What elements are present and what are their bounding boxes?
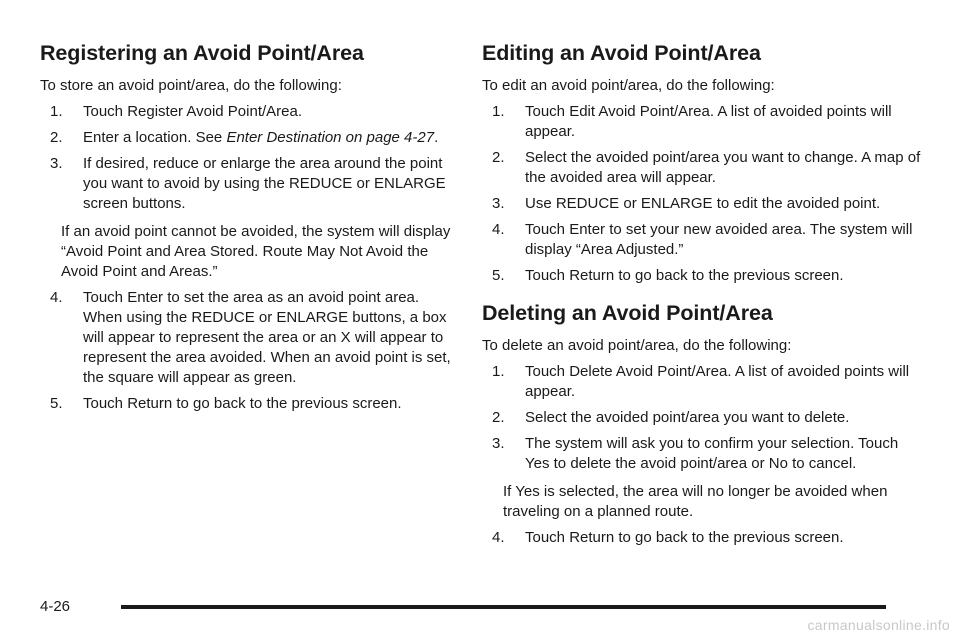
step-text: Touch Delete Avoid Point/Area. A list of avoided points will appear. [525, 363, 910, 400]
delete-intro: To delete an avoid point/area, do the following: [482, 337, 792, 354]
step-text: Select the avoided point/area you want to change. A map of the avoided area will appear. [525, 149, 921, 186]
step-text-end: . [434, 129, 439, 146]
page-number: 4-26 [40, 598, 71, 615]
step-text: Touch Enter to set your new avoided area. The system will display “Area Adjusted.” [525, 221, 913, 258]
right-column [482, 40, 922, 554]
step-number: 2. [50, 129, 63, 146]
list-item [50, 128, 460, 148]
register-section [40, 40, 460, 414]
step-number: 4. [492, 529, 505, 546]
step-number: 5. [492, 267, 505, 284]
step-number: 4. [50, 289, 63, 306]
list-item [492, 408, 922, 428]
step-number: 2. [492, 149, 505, 166]
cross-reference: Enter Destination on page 4-27 [226, 129, 435, 146]
watermark: carmanualsonline.info [807, 617, 950, 633]
delete-steps [482, 362, 922, 548]
step-number: 5. [50, 395, 63, 412]
list-item [50, 154, 460, 282]
list-item [50, 102, 460, 122]
delete-section [482, 300, 922, 548]
step-text: Touch Return to go back to the previous screen. [525, 267, 844, 284]
left-column [40, 40, 460, 420]
step-text: Touch Return to go back to the previous screen. [525, 529, 844, 546]
step-text: If desired, reduce or enlarge the area around the point you want to avoid by using the REDUCE or ENLARGE screen buttons. [83, 155, 446, 212]
list-item [492, 102, 922, 142]
edit-section [482, 40, 922, 286]
register-intro: To store an avoid point/area, do the following: [40, 77, 342, 94]
edit-steps [482, 102, 922, 286]
step-number: 3. [492, 195, 505, 212]
list-item [492, 362, 922, 402]
delete-heading: Deleting an Avoid Point/Area [482, 301, 773, 325]
list-item [492, 220, 922, 260]
list-item [50, 394, 460, 414]
step-number: 4. [492, 221, 505, 238]
step-note: If Yes is selected, the area will no longer be avoided when traveling on a planned route. [503, 483, 888, 520]
step-number: 1. [492, 103, 505, 120]
step-text: Touch Enter to set the area as an avoid point area. When using the REDUCE or ENLARGE buttons, a box will appear to represent the area or an X will appear to represent the area avoided. When an avoid point is set, the square will appear as green. [83, 289, 451, 386]
list-item [492, 148, 922, 188]
step-note: If an avoid point cannot be avoided, the system will display “Avoid Point and Area Stored. Route May Not Avoid the Avoid Point and Areas.” [61, 223, 451, 280]
register-heading: Registering an Avoid Point/Area [40, 41, 364, 65]
step-text: Touch Register Avoid Point/Area. [83, 103, 303, 120]
edit-intro: To edit an avoid point/area, do the following: [482, 77, 775, 94]
list-item [50, 288, 460, 388]
step-number: 1. [492, 363, 505, 380]
step-number: 3. [50, 155, 63, 172]
step-text: Touch Edit Avoid Point/Area. A list of avoided points will appear. [525, 103, 892, 140]
step-number: 2. [492, 409, 505, 426]
list-item [492, 266, 922, 286]
list-item [492, 434, 922, 522]
step-text: Touch Return to go back to the previous screen. [83, 395, 402, 412]
step-number: 3. [492, 435, 505, 452]
step-text: Use REDUCE or ENLARGE to edit the avoided point. [525, 195, 881, 212]
step-text: Enter a location. See [83, 129, 227, 146]
edit-heading: Editing an Avoid Point/Area [482, 41, 761, 65]
list-item [492, 194, 922, 214]
list-item [492, 528, 922, 548]
register-steps [40, 102, 460, 414]
footer-rule [121, 605, 886, 609]
step-text: The system will ask you to confirm your selection. Touch Yes to delete the avoid point/area or No to cancel. [525, 435, 899, 472]
step-number: 1. [50, 103, 63, 120]
step-text: Select the avoided point/area you want to delete. [525, 409, 850, 426]
